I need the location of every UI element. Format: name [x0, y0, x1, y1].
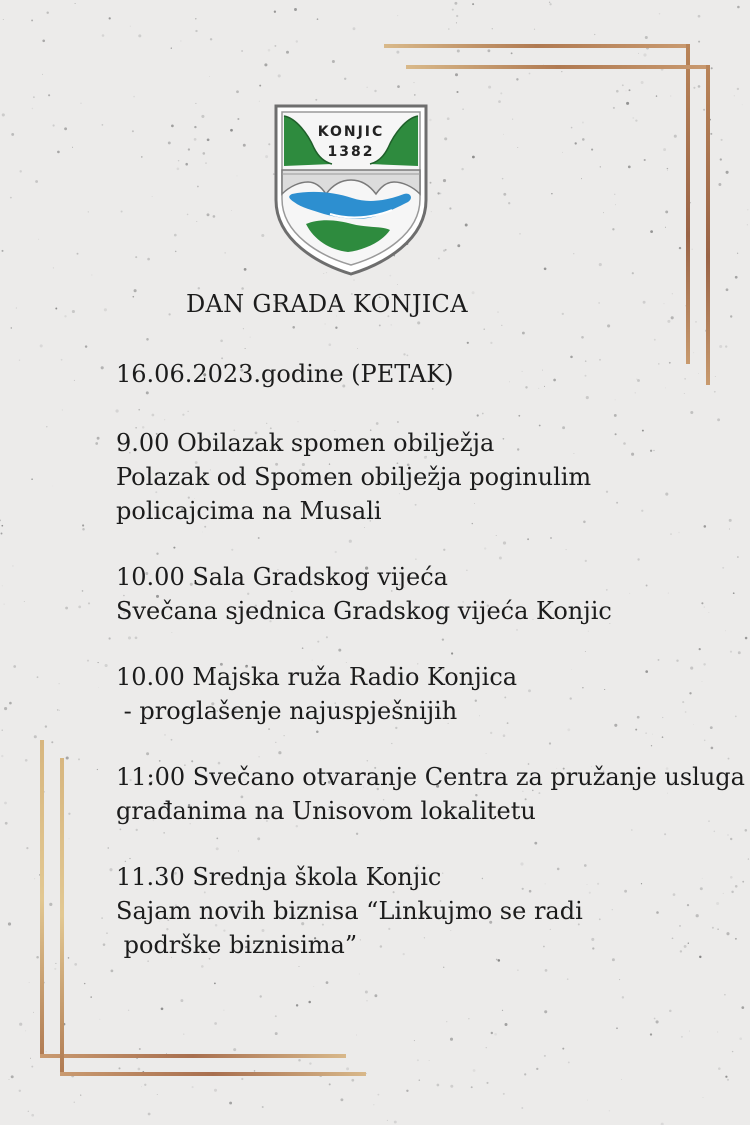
top-right-frame-corner — [380, 40, 720, 390]
event-line: 11.30 Srednja škola Konjic — [116, 863, 442, 891]
event-line: građanima na Unisovom lokalitetu — [116, 797, 536, 825]
event-date: 16.06.2023.godine (PETAK) — [116, 360, 454, 388]
konjic-crest-logo — [272, 102, 430, 278]
event-item — [116, 860, 746, 962]
event-line: 10.00 Sala Gradskog vijeća — [116, 563, 448, 591]
event-item — [116, 560, 746, 628]
event-list — [116, 426, 746, 994]
page-title: DAN GRADA KONJICA — [186, 290, 468, 318]
event-line: 9.00 Obilazak spomen obilježja — [116, 429, 495, 457]
event-item — [116, 760, 746, 828]
event-line: - proglašenje najuspješnijih — [116, 697, 458, 725]
event-line: 10.00 Majska ruža Radio Konjica — [116, 663, 518, 691]
event-line: Svečana sjednica Gradskog vijeća Konjic — [116, 597, 612, 625]
crest-name: KONJIC — [317, 124, 385, 140]
event-line: policajcima na Musali — [116, 497, 382, 525]
event-line: Polazak od Spomen obilježja poginulim — [116, 463, 592, 491]
event-item — [116, 426, 746, 528]
event-line: Sajam novih biznisa “Linkujmo se radi — [116, 897, 583, 925]
event-item — [116, 660, 746, 728]
crest-year: 1382 — [327, 144, 375, 160]
event-line: 11:00 Svečano otvaranje Centra za pružanje usluga — [116, 763, 745, 791]
event-line: podrške biznisima” — [116, 931, 358, 959]
